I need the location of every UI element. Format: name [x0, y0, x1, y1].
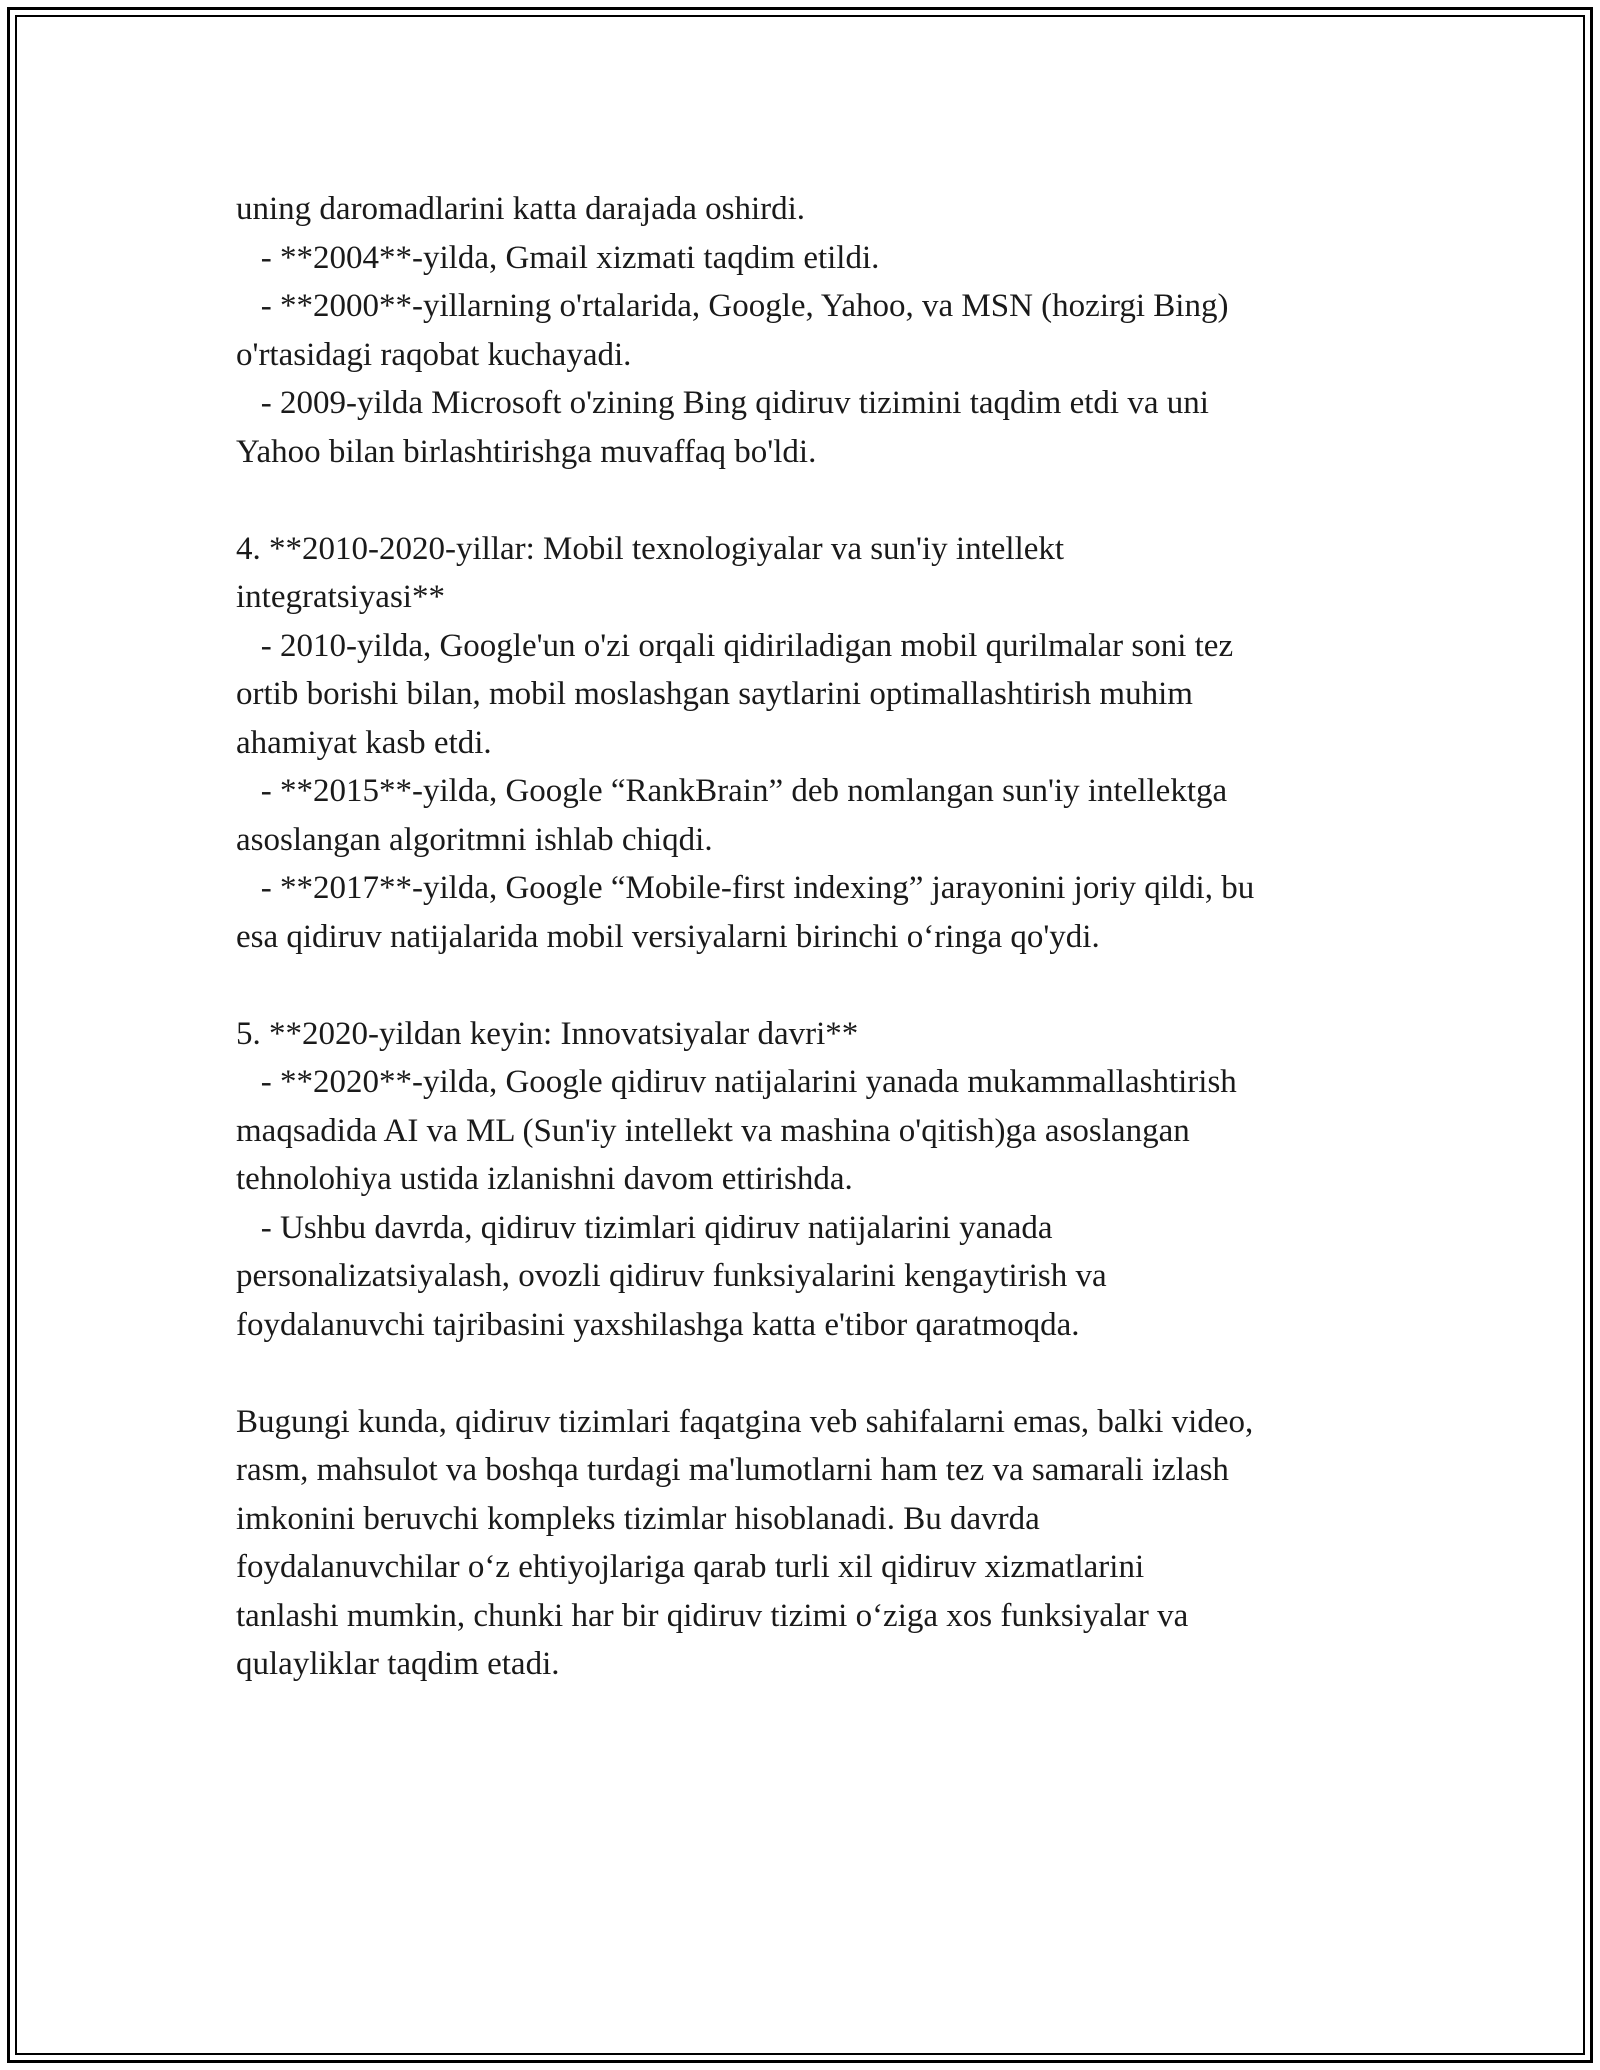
section-heading: 4. **2010-2020-yillar: Mobil texnologiyalar va sun'iy intellekt [236, 530, 1065, 567]
text-line: - **2020**-yilda, Google qidiruv natijalarini yanada mukammallashtirish [236, 1064, 1237, 1100]
text-line: qulayliklar taqdim etadi. [236, 1646, 560, 1682]
text-line: ahamiyat kasb etdi. [236, 724, 492, 761]
text-line: o'rtasidagi raqobat kuchayadi. [236, 336, 632, 373]
text-line: - **2000**-yillarning o'rtalarida, Google, Yahoo, va MSN (hozirgi Bing) [236, 288, 1229, 324]
text-line: - **2015**-yilda, Google “RankBrain” deb nomlangan sun'iy intellektga [236, 773, 1228, 809]
blank-line [236, 961, 1386, 1010]
text-line: ortib borishi bilan, mobil moslashgan saytlarini optimallashtirish muhim [236, 676, 1193, 712]
text-line: foydalanuvchilar o‘z ehtiyojlariga qarab turli xil qidiruv xizmatlarini [236, 1549, 1145, 1585]
text-line: Bugungi kunda, qidiruv tizimlari faqatgina veb sahifalarni emas, balki video, [236, 1403, 1254, 1440]
text-line: - Ushbu davrda, qidiruv tizimlari qidiruv natijalarini yanada [236, 1209, 1053, 1246]
text-line: - 2009-yilda Microsoft o'zining Bing qidiruv tizimini taqdim etdi va uni [236, 385, 1209, 421]
text-line: imkonini beruvchi kompleks tizimlar hisoblanadi. Bu davrda [236, 1500, 1040, 1537]
text-line: tehnolohiya ustida izlanishni davom ettirishda. [236, 1161, 853, 1197]
text-line: maqsadida AI va ML (Sun'iy intellekt va mashina o'qitish)ga asoslangan [236, 1112, 1190, 1149]
text-line: esa qidiruv natijalarida mobil versiyalarni birinchi o‘ringa qo'ydi. [236, 918, 1100, 955]
section-heading: integratsiyasi** [236, 579, 445, 615]
blank-line [236, 1349, 1386, 1398]
text-line: rasm, mahsulot va boshqa turdagi ma'lumotlarni ham tez va samarali izlash [236, 1452, 1229, 1488]
text-line: uning daromadlarini katta darajada oshirdi. [236, 191, 806, 227]
text-line: - **2004**-yilda, Gmail xizmati taqdim etildi. [236, 239, 880, 276]
text-line: Yahoo bilan birlashtirishga muvaffaq bo'ldi. [236, 433, 817, 470]
blank-line [236, 476, 1386, 525]
document-body [236, 185, 1386, 1689]
text-line: foydalanuvchi tajribasini yaxshilashga katta e'tibor qaratmoqda. [236, 1306, 1080, 1343]
text-line: - 2010-yilda, Google'un o'zi orqali qidiriladigan mobil qurilmalar soni tez [236, 627, 1234, 664]
text-line: personalizatsiyalash, ovozli qidiruv funksiyalarini kengaytirish va [236, 1258, 1107, 1294]
section-heading: 5. **2020-yildan keyin: Innovatsiyalar davri** [236, 1015, 859, 1052]
text-line: - **2017**-yilda, Google “Mobile-first indexing” jarayonini joriy qildi, bu [236, 870, 1255, 906]
text-line: tanlashi mumkin, chunki har bir qidiruv tizimi o‘ziga xos funksiyalar va [236, 1597, 1189, 1634]
text-line: asoslangan algoritmni ishlab chiqdi. [236, 821, 713, 858]
